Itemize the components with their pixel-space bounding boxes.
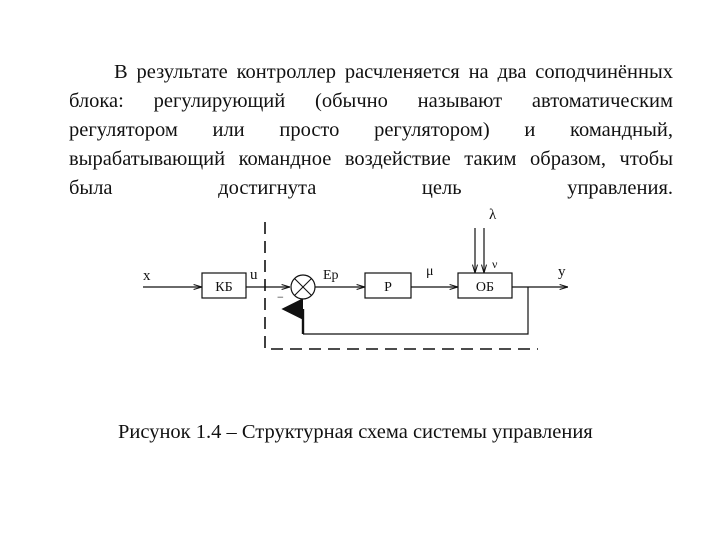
label-minus: − <box>277 290 284 304</box>
label-lambda: λ <box>489 207 497 223</box>
intro-paragraph-text: В результате контроллер расчленяется на два соподчинённых блока: регулирующий (обычно называют автоматическим регулятором или просто регулятором) и командный, вырабатывающий командное воздействие таким образом, чтобы была достигнута цель управления. <box>69 61 673 199</box>
figure-caption: Рисунок 1.4 – Структурная схема системы управления <box>118 421 593 443</box>
block-p-label: Р <box>384 280 392 295</box>
label-u: u <box>250 267 258 283</box>
label-y: y <box>558 264 566 280</box>
label-mu: μ <box>426 264 434 279</box>
block-ob-label: ОБ <box>475 280 495 295</box>
label-nu: ν <box>492 257 498 271</box>
summing-junction <box>291 275 315 299</box>
label-ep: Ep <box>323 268 339 283</box>
label-x: x <box>143 268 151 284</box>
block-kb-label: КБ <box>215 280 233 295</box>
